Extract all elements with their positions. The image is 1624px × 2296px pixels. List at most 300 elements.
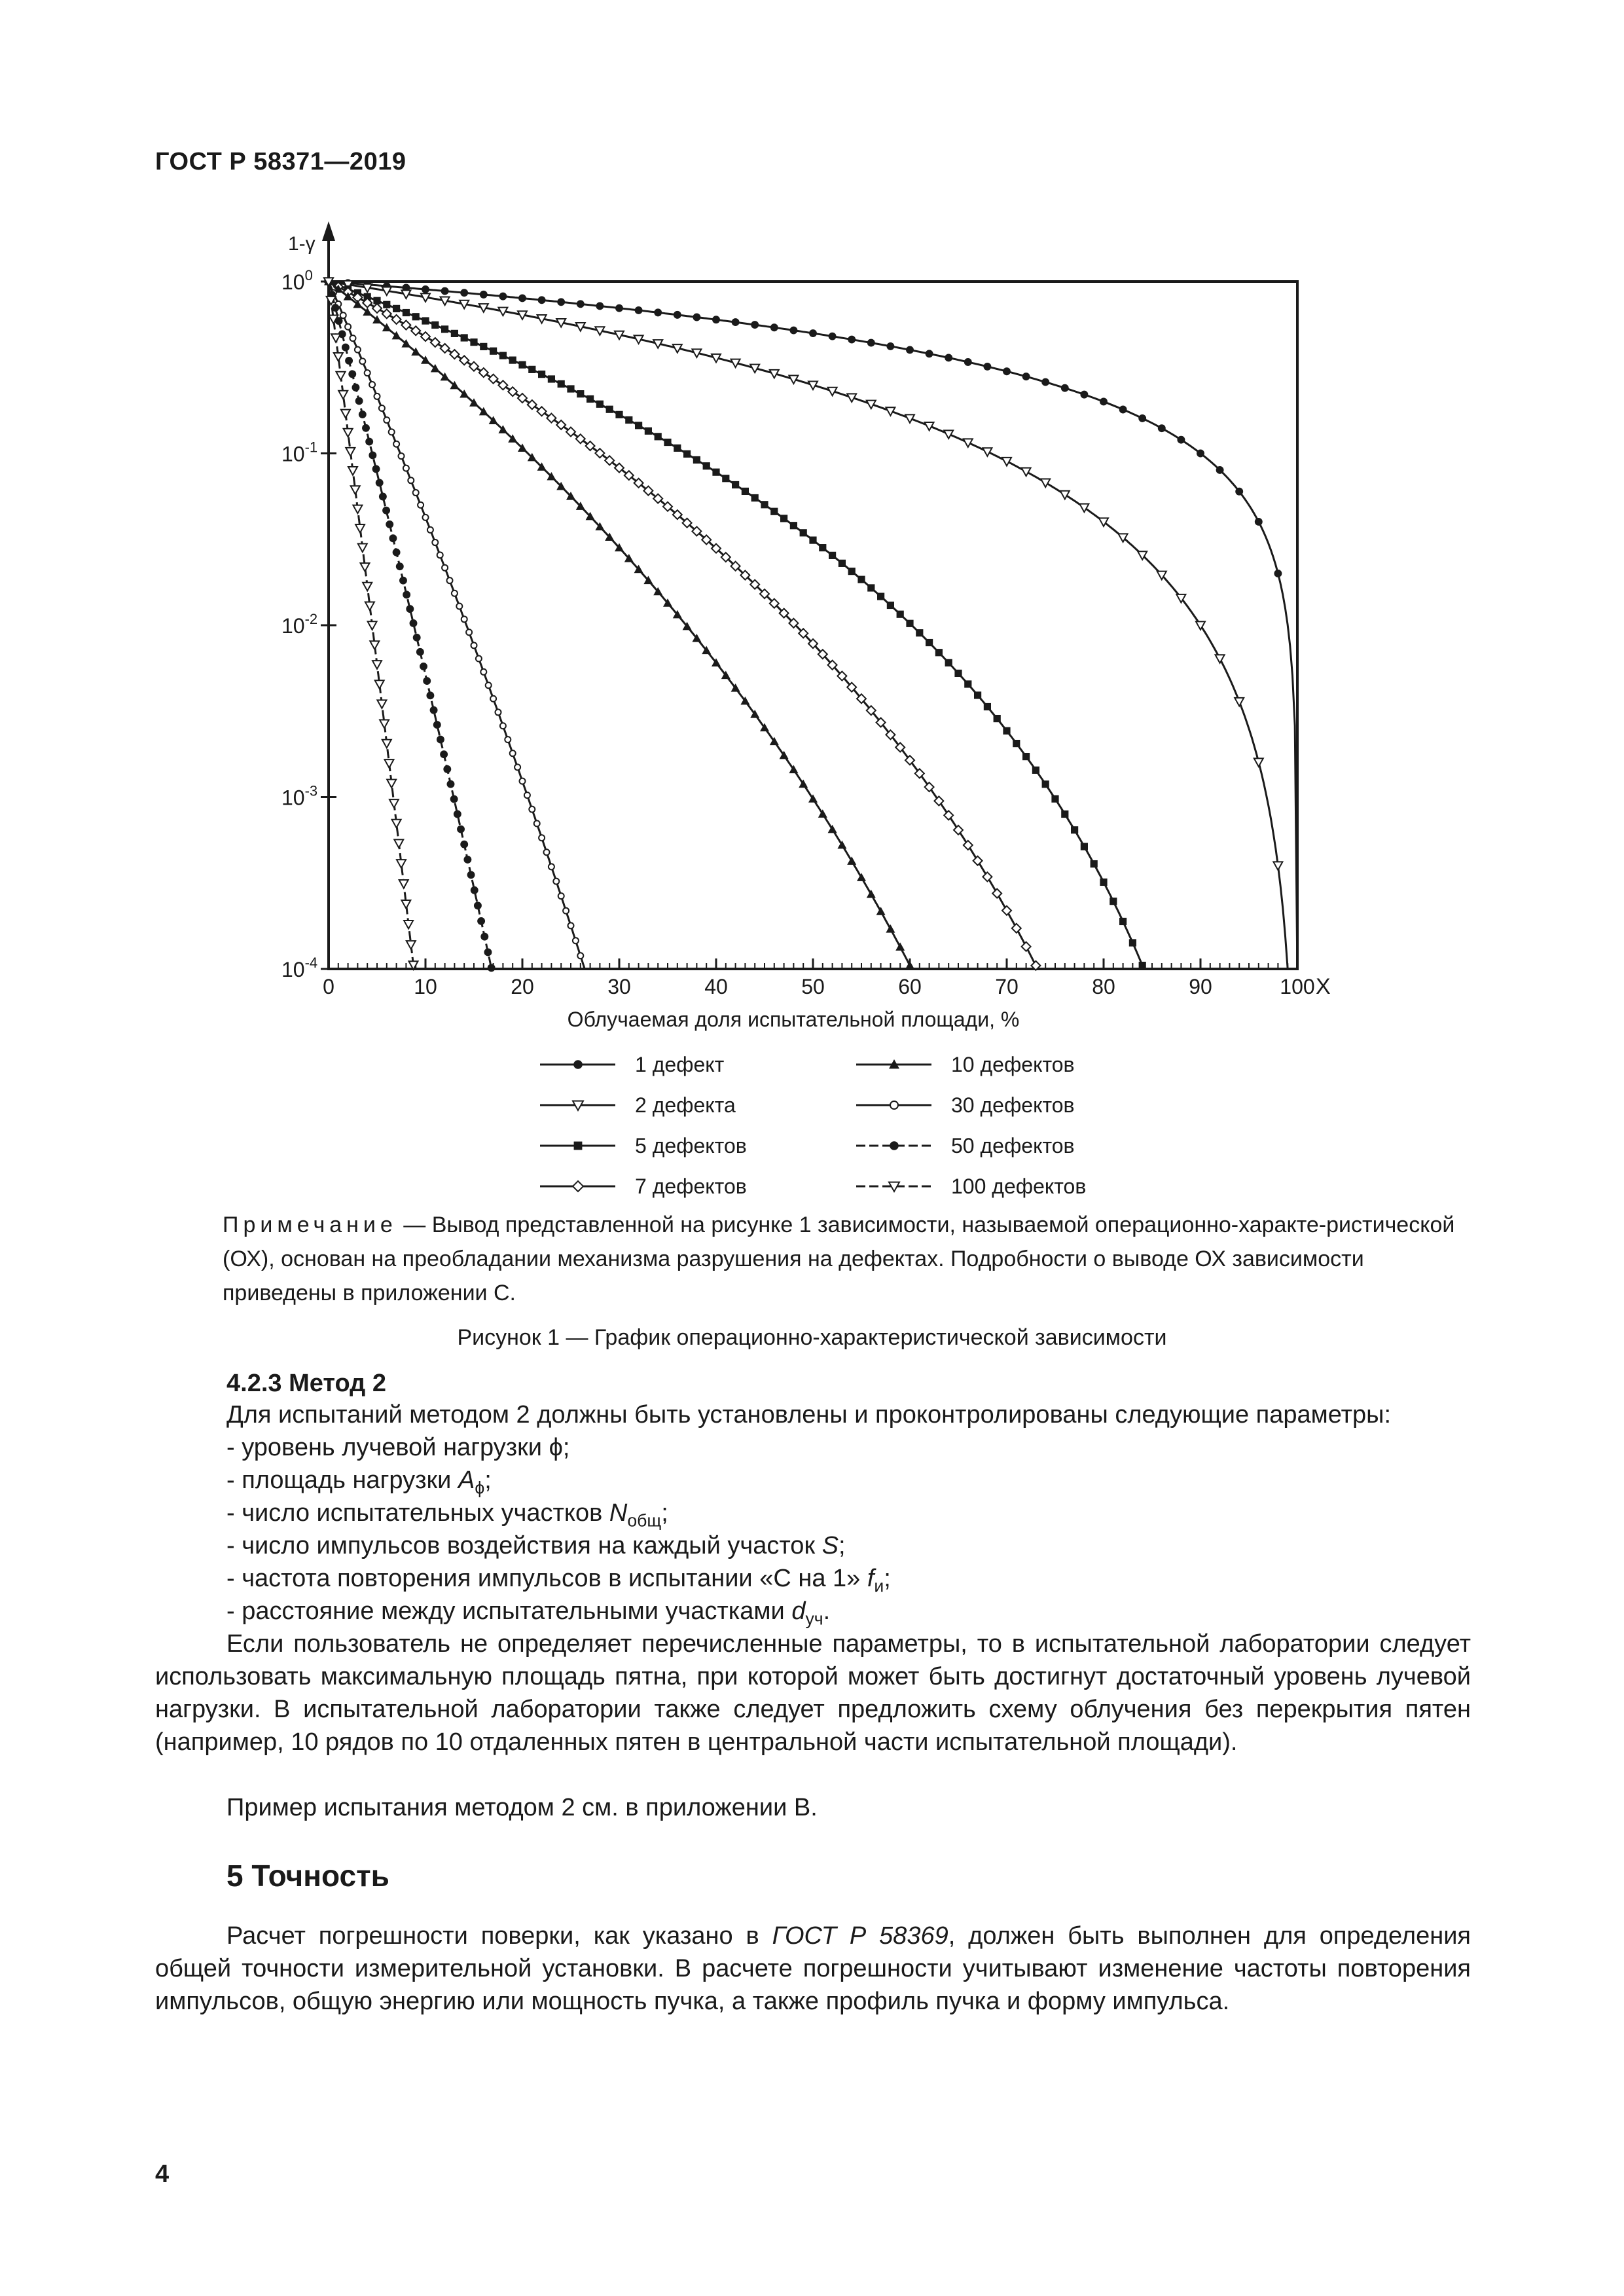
data-point: [450, 795, 458, 803]
data-point: [876, 907, 886, 915]
data-point: [837, 841, 846, 849]
legend-item: [856, 1093, 1075, 1117]
data-point: [770, 323, 778, 331]
data-point: [751, 321, 759, 329]
data-point: [471, 886, 478, 894]
parameter-symbol: d: [791, 1597, 806, 1625]
data-point: [344, 429, 353, 437]
data-point: [654, 308, 662, 316]
data-point: [867, 339, 875, 347]
data-point: [341, 410, 350, 418]
oc-chart: [249, 216, 1375, 1198]
data-point: [1013, 740, 1020, 747]
data-point: [847, 856, 856, 865]
x-tick-label: 70: [995, 975, 1019, 998]
data-point: [1060, 491, 1070, 500]
data-point: [539, 835, 545, 841]
data-point: [1012, 924, 1021, 933]
data-point: [553, 879, 559, 884]
data-point: [355, 347, 361, 353]
parameter-text: - частота повторения импульсов в испытании «С на 1»: [226, 1565, 867, 1592]
data-point: [577, 300, 585, 308]
data-point: [596, 302, 604, 310]
data-point: [401, 900, 410, 909]
data-point: [586, 395, 594, 403]
y-axis-arrow: [322, 221, 335, 241]
data-point: [416, 648, 424, 656]
data-point: [568, 922, 574, 928]
data-point: [780, 515, 787, 522]
data-point: [895, 942, 905, 951]
data-point: [500, 723, 506, 729]
data-point: [712, 316, 720, 323]
data-point: [1138, 414, 1146, 422]
data-point: [573, 1181, 583, 1192]
data-point: [369, 451, 376, 459]
data-point: [732, 318, 740, 326]
parameter-item: [226, 1595, 1470, 1628]
data-point: [674, 445, 681, 452]
data-point: [867, 584, 875, 591]
data-point: [906, 620, 913, 627]
data-point: [496, 709, 501, 715]
data-point: [484, 949, 492, 957]
data-point: [567, 385, 574, 392]
data-point: [973, 856, 983, 866]
data-point: [431, 338, 440, 347]
data-point: [460, 841, 468, 848]
parameter-text: - площадь нагрузки: [226, 1467, 458, 1494]
data-point: [549, 864, 554, 869]
data-point: [557, 298, 565, 306]
parameter-item: [226, 1464, 1470, 1497]
data-point: [463, 856, 471, 864]
data-point: [447, 577, 453, 583]
data-point: [829, 552, 836, 559]
data-point: [384, 417, 389, 423]
y-tick-base: 10: [281, 786, 305, 810]
data-point: [408, 477, 414, 483]
data-point: [1119, 918, 1127, 925]
data-point: [544, 849, 550, 855]
x-tick-label: 40: [704, 975, 728, 998]
data-point: [703, 462, 710, 469]
data-point: [770, 508, 778, 515]
data-point: [362, 424, 370, 432]
data-point: [1042, 780, 1049, 788]
data-point: [1041, 479, 1050, 488]
legend-label: 2 дефекта: [635, 1093, 736, 1117]
data-point: [1119, 406, 1127, 414]
data-point: [964, 841, 973, 850]
data-point: [389, 799, 399, 808]
data-point: [625, 416, 632, 424]
data-point: [954, 670, 962, 677]
legend-label: 50 дефектов: [951, 1134, 1075, 1157]
data-point: [412, 313, 420, 320]
data-point: [430, 706, 438, 714]
data-point: [385, 759, 394, 768]
data-point: [393, 549, 401, 556]
x-tick-label: 60: [898, 975, 922, 998]
data-point: [338, 391, 348, 399]
parameter-text: - расстояние между испытательными участками: [226, 1597, 792, 1625]
data-point: [461, 616, 467, 622]
data-point: [433, 721, 441, 729]
data-point: [635, 422, 642, 429]
data-point: [848, 568, 856, 575]
data-point: [406, 941, 416, 949]
data-point: [403, 465, 409, 471]
legend-label: 100 дефектов: [951, 1175, 1087, 1198]
data-point: [454, 811, 461, 818]
data-point: [467, 871, 475, 879]
data-point: [819, 544, 826, 551]
data-point: [382, 309, 391, 318]
section-5-text-b: , должен быть выполнен для определения общей точности измерительной установки. В расчете погрешности учитывают изменение частоты повторения импульсов, общую энергию или мощность пучка, а также профиль пучка и форму импульса.: [155, 1922, 1471, 2015]
data-point: [477, 917, 485, 925]
data-point: [345, 324, 351, 330]
data-point: [857, 873, 866, 881]
section-4-2-3-paragraph: [155, 1628, 1471, 1758]
legend-item: [540, 1093, 736, 1117]
legend-label: 5 дефектов: [635, 1134, 747, 1157]
data-point: [615, 304, 623, 312]
data-point: [1158, 424, 1166, 432]
x-axis-letter: X: [1316, 974, 1331, 999]
series-50: [325, 278, 496, 972]
data-point: [1216, 655, 1225, 663]
data-point: [867, 890, 876, 898]
data-point: [761, 501, 768, 508]
data-point: [1002, 458, 1011, 466]
data-point: [372, 465, 380, 473]
data-point: [1051, 795, 1058, 803]
series-2: [324, 278, 1288, 969]
data-point: [342, 344, 350, 352]
data-point: [413, 634, 421, 642]
y-tick-exponent: -4: [304, 955, 318, 971]
data-point: [574, 1142, 583, 1150]
data-point: [1139, 962, 1146, 969]
data-point: [505, 737, 511, 742]
data-point: [359, 410, 367, 418]
data-point: [509, 357, 516, 364]
data-point: [441, 325, 448, 333]
data-point: [577, 390, 584, 397]
data-point: [890, 1101, 898, 1109]
data-point: [1061, 811, 1068, 818]
data-point: [423, 677, 431, 685]
data-point: [790, 522, 797, 529]
data-point: [524, 792, 530, 798]
parameter-item: [226, 1529, 1470, 1562]
data-point: [460, 289, 468, 297]
data-point: [1071, 826, 1078, 833]
data-point: [926, 639, 933, 646]
data-point: [460, 355, 469, 365]
data-point: [456, 603, 462, 609]
data-point: [348, 467, 357, 475]
data-point: [488, 964, 496, 972]
data-point: [974, 691, 981, 699]
note-text: — Вывод представленной на рисунке 1 зависимости, называемой операционно-характе-ристической (ОХ), основан на преобладании механизма разрушения на дефектах. Подробности о выводе ОХ зависимости приведены в приложении С.: [223, 1212, 1455, 1305]
data-point: [352, 384, 359, 392]
data-point: [480, 933, 488, 941]
parameter-text: - число испытательных участков: [226, 1499, 609, 1527]
data-point: [399, 880, 408, 888]
y-tick-base: 10: [281, 270, 305, 294]
data-point: [935, 649, 943, 656]
data-point: [380, 720, 389, 729]
data-point: [809, 537, 816, 544]
data-point: [1197, 450, 1204, 458]
data-point: [480, 343, 487, 350]
data-point: [411, 326, 420, 335]
x-tick-label: 90: [1189, 975, 1212, 998]
data-point: [369, 382, 375, 388]
data-point: [1022, 468, 1031, 477]
data-point: [427, 527, 433, 533]
data-point: [397, 860, 406, 868]
data-point: [399, 453, 405, 459]
data-point: [1110, 898, 1117, 905]
data-point: [1274, 570, 1282, 577]
parameter-tail: ;: [484, 1467, 492, 1494]
parameter-symbol: f: [867, 1565, 875, 1592]
data-point: [370, 641, 379, 649]
data-point: [432, 539, 438, 545]
data-point: [839, 560, 846, 567]
x-tick-label: 20: [511, 975, 534, 998]
legend-label: 30 дефектов: [951, 1093, 1075, 1117]
parameter-symbol: N: [609, 1499, 628, 1527]
y-tick-base: 10: [281, 442, 305, 466]
data-point: [984, 703, 991, 710]
data-point: [480, 291, 488, 299]
data-point: [1080, 391, 1088, 399]
y-tick-label: [281, 611, 317, 638]
data-point: [1022, 753, 1030, 760]
parameter-subscript: общ: [627, 1510, 662, 1531]
data-point: [529, 807, 535, 812]
data-point: [355, 397, 363, 405]
data-point: [683, 450, 691, 458]
data-point: [1091, 860, 1098, 867]
data-point: [406, 605, 414, 613]
parameter-item: [226, 1431, 1470, 1464]
data-point: [403, 591, 410, 598]
parameter-tail: ;: [838, 1532, 846, 1559]
data-point: [693, 456, 700, 464]
data-point: [441, 287, 449, 295]
data-point: [331, 334, 340, 342]
y-tick-exponent: -3: [304, 782, 318, 799]
data-point: [334, 353, 343, 361]
data-point: [447, 780, 455, 788]
data-point: [350, 335, 356, 341]
data-point: [514, 764, 520, 770]
data-point: [452, 591, 458, 596]
data-point: [789, 327, 797, 335]
data-point: [897, 611, 904, 618]
data-point: [645, 428, 652, 435]
data-point: [1235, 488, 1243, 496]
data-point: [372, 661, 382, 669]
parameter-tail: ;: [884, 1565, 891, 1592]
data-point: [348, 370, 356, 378]
data-point: [450, 350, 459, 359]
data-point: [413, 490, 419, 496]
data-point: [392, 820, 401, 828]
data-point: [577, 953, 583, 958]
series-7: [324, 277, 1040, 970]
data-point: [386, 520, 393, 528]
data-point: [358, 544, 367, 553]
data-point: [365, 370, 370, 376]
data-point: [423, 515, 429, 520]
data-point: [355, 524, 365, 533]
data-point: [340, 312, 346, 318]
y-tick-label: [281, 783, 317, 810]
data-point: [393, 441, 399, 447]
data-point: [469, 362, 478, 371]
data-point: [1032, 767, 1039, 774]
y-tick-base: 10: [281, 958, 305, 981]
data-point: [534, 820, 540, 826]
legend-item: [856, 1175, 1086, 1198]
data-point: [964, 680, 971, 687]
data-point: [387, 780, 396, 788]
data-point: [379, 405, 385, 411]
data-point: [615, 411, 623, 418]
data-point: [410, 619, 418, 627]
data-point: [674, 311, 681, 319]
legend-label: 7 дефектов: [635, 1175, 747, 1198]
data-point: [1273, 862, 1282, 870]
page-number: 4: [155, 2160, 170, 2188]
legend-label: 10 дефектов: [951, 1053, 1075, 1076]
data-point: [365, 438, 373, 446]
data-point: [886, 924, 895, 933]
data-point: [353, 505, 362, 514]
section-4-2-3-example: Пример испытания методом 2 см. в приложении В.: [226, 1794, 818, 1821]
data-point: [379, 493, 387, 501]
y-tick-base: 10: [281, 614, 305, 638]
figure-caption: Рисунок 1 — График операционно-характеристической зависимости: [457, 1325, 1167, 1350]
data-point: [437, 736, 444, 744]
data-point: [848, 336, 856, 344]
data-point: [443, 765, 451, 773]
data-point: [383, 301, 390, 308]
data-point: [1100, 879, 1107, 886]
data-point: [655, 433, 662, 440]
figure-note: [223, 1208, 1466, 1310]
data-point: [441, 344, 450, 353]
series-line: [329, 282, 585, 969]
data-point: [732, 481, 739, 488]
data-point: [722, 475, 729, 482]
series-line: [329, 282, 1288, 969]
data-point: [886, 342, 894, 350]
data-point: [399, 577, 407, 585]
data-point: [742, 488, 749, 495]
data-point: [401, 321, 410, 330]
data-point: [372, 304, 382, 313]
data-point: [1216, 466, 1224, 474]
data-point: [351, 486, 360, 494]
data-point: [693, 314, 700, 321]
data-point: [470, 338, 477, 346]
section-4-2-3-heading: 4.2.3 Метод 2: [226, 1370, 386, 1397]
data-point: [983, 872, 992, 881]
data-point: [420, 663, 427, 670]
parameter-list: [226, 1431, 1470, 1628]
document-header: ГОСТ Р 58371—2019: [155, 148, 406, 175]
data-point: [558, 893, 564, 899]
data-point: [461, 334, 468, 341]
parameter-text: - уровень лучевой нагрузки ϕ;: [226, 1434, 570, 1461]
legend-item: [540, 1053, 725, 1076]
data-point: [664, 439, 671, 446]
data-point: [437, 552, 443, 558]
section-5-ref: ГОСТ Р 58369: [772, 1922, 948, 1950]
data-point: [890, 1141, 899, 1150]
legend-item: [540, 1175, 747, 1198]
data-point: [800, 529, 807, 536]
data-point: [474, 902, 482, 909]
data-point: [1022, 373, 1030, 380]
data-point: [404, 920, 413, 929]
data-point: [887, 602, 894, 609]
data-point: [486, 682, 492, 688]
data-point: [992, 889, 1001, 898]
data-point: [396, 562, 404, 570]
data-point: [606, 406, 613, 413]
data-point: [994, 715, 1001, 722]
data-point: [1081, 843, 1088, 850]
data-point: [336, 372, 346, 380]
data-point: [442, 565, 448, 571]
x-tick-label: 100: [1280, 975, 1315, 998]
data-point: [1255, 518, 1263, 526]
data-point: [490, 348, 497, 355]
data-point: [345, 357, 353, 365]
data-point: [1100, 398, 1108, 406]
legend-item: [856, 1134, 1075, 1157]
data-point: [392, 315, 401, 324]
x-tick-label: 80: [1092, 975, 1115, 998]
data-point: [403, 309, 410, 316]
data-point: [1235, 698, 1244, 706]
legend-item: [856, 1053, 1075, 1076]
parameter-tail: ;: [661, 1499, 668, 1527]
data-point: [905, 961, 914, 970]
parameter-item: [226, 1562, 1470, 1595]
x-tick-label: 30: [607, 975, 631, 998]
y-tick-label: [281, 439, 317, 466]
data-point: [558, 380, 565, 388]
data-point: [829, 333, 837, 340]
data-point: [376, 479, 384, 486]
data-point: [1003, 727, 1010, 735]
legend-label: 1 дефект: [635, 1053, 725, 1076]
x-tick-label: 50: [801, 975, 825, 998]
y-tick-exponent: -2: [304, 611, 318, 627]
parameter-subscript: ϕ: [475, 1478, 485, 1498]
section-4-2-3-intro: Для испытаний методом 2 должны быть установлены и проконтролированы следующие параметры:: [226, 1401, 1392, 1429]
data-point: [538, 296, 546, 304]
